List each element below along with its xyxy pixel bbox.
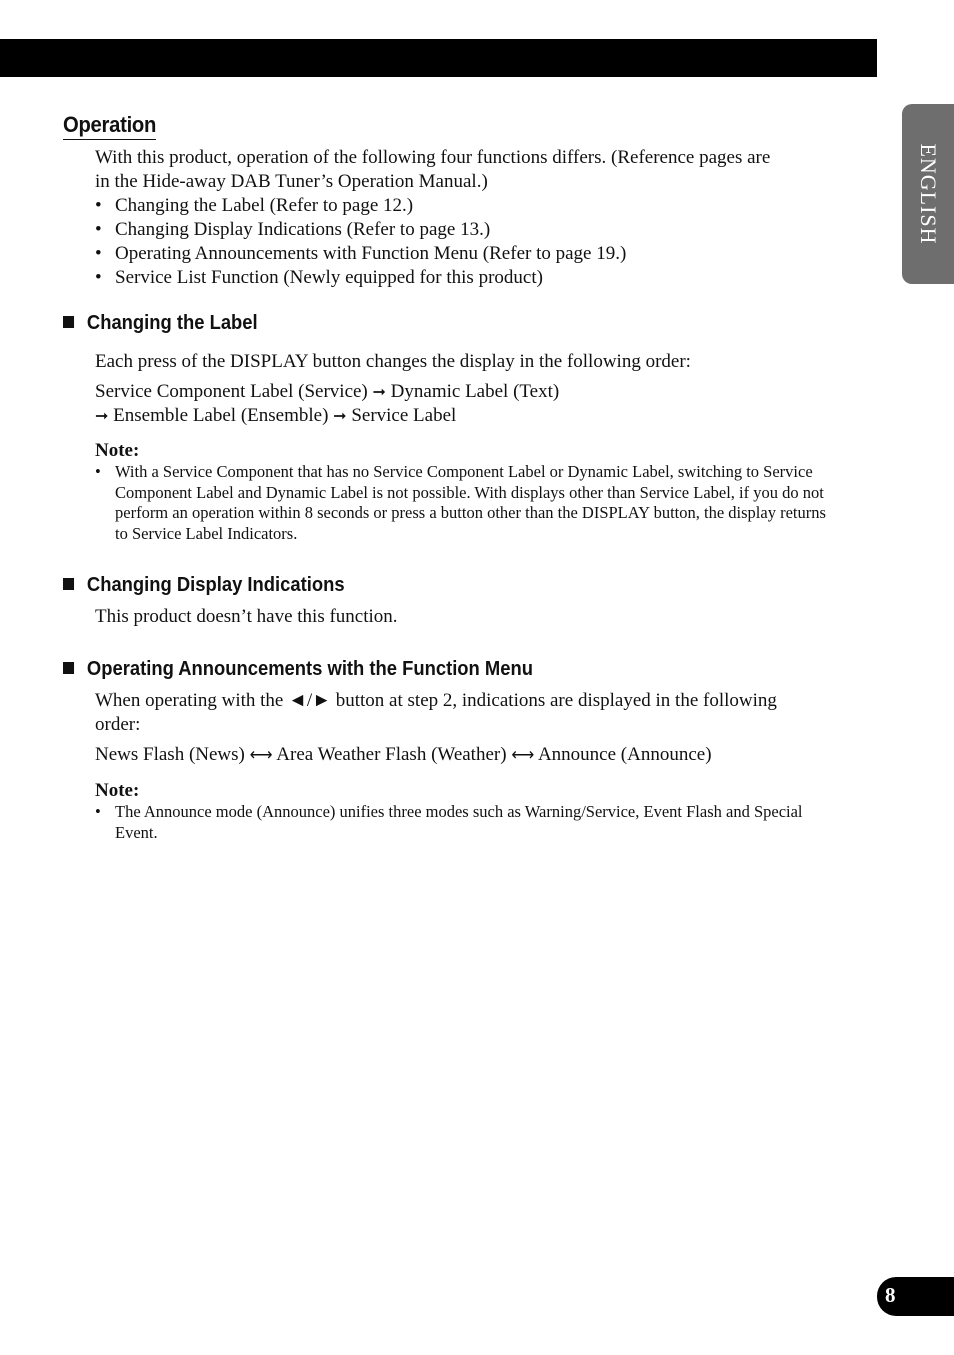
- section-title-text: Changing the Label: [86, 312, 258, 334]
- announcements-text-line-2: order:: [95, 714, 141, 735]
- list-item-text: Changing the Label (Refer to page 12.): [115, 195, 414, 216]
- sequence-item: News Flash (News): [95, 744, 245, 765]
- changing-display-text: This product doesn’t have this function.: [95, 606, 398, 627]
- bullet-icon: •: [95, 802, 101, 821]
- section-title-changing-display: [63, 573, 345, 597]
- list-item: [95, 194, 413, 218]
- operation-intro-line-1: With this product, operation of the following four functions differs. (Reference pages are: [95, 147, 771, 168]
- square-bullet-icon: [63, 662, 74, 674]
- list-item-text: Service List Function (Newly equipped for this product): [115, 267, 543, 288]
- arrow-right-icon: ➞: [372, 384, 386, 401]
- section-title-operation: Operation: [63, 112, 156, 140]
- bullet-icon: •: [95, 267, 102, 288]
- square-bullet-icon: [63, 578, 74, 590]
- list-item-text: Changing Display Indications (Refer to page 13.): [115, 219, 491, 240]
- text-span: button at step 2, indications are displayed in the following: [335, 690, 777, 711]
- page-number: 8: [885, 1283, 896, 1307]
- language-tab-label: ENGLISH: [916, 143, 941, 245]
- announcement-sequence: [95, 743, 712, 768]
- square-bullet-icon: [63, 316, 74, 328]
- page-number-tab: [877, 1277, 954, 1316]
- sequence-item: Announce (Announce): [537, 744, 712, 765]
- label-sequence-line-1: [95, 380, 559, 405]
- sequence-item: Service Component Label (Service): [95, 381, 368, 402]
- note-item: [95, 462, 830, 544]
- header-bar: [0, 39, 877, 77]
- double-arrow-icon: ⟷: [249, 747, 273, 764]
- section-title-text: Changing Display Indications: [86, 574, 345, 596]
- bullet-icon: •: [95, 243, 102, 264]
- bullet-icon: •: [95, 462, 101, 481]
- bullet-icon: •: [95, 219, 102, 240]
- sequence-item: Ensemble Label (Ensemble): [113, 405, 329, 426]
- announcements-text-line-1: [95, 689, 777, 713]
- arrow-right-icon: ➞: [333, 408, 347, 425]
- list-item: [95, 266, 543, 290]
- arrow-right-icon: ➞: [95, 408, 109, 425]
- note-item: [95, 802, 830, 843]
- language-tab: [902, 104, 954, 284]
- note-label: Note:: [95, 780, 140, 801]
- changing-label-text: Each press of the DISPLAY button changes the display in the following order:: [95, 351, 691, 372]
- operation-intro-line-2: in the Hide-away DAB Tuner’s Operation Manual.): [95, 171, 488, 192]
- list-item-text: Operating Announcements with Function Menu (Refer to page 19.): [115, 243, 627, 264]
- list-item: [95, 218, 490, 242]
- section-title-changing-label: [63, 311, 258, 335]
- note-text: With a Service Component that has no Service Component Label or Dynamic Label, switching to Service Component Label and Dynamic Label is not possible. With displays other than Service Label, if you do not perform an operation within 8 seconds or press a button other than the DISPLAY button, the display returns to Service Label Indicators.: [115, 462, 826, 543]
- list-item: [95, 242, 626, 266]
- section-title-announcements: [63, 657, 533, 681]
- note-label: Note:: [95, 440, 140, 461]
- sequence-item: Area Weather Flash (Weather): [276, 744, 507, 765]
- sequence-item: Service Label: [351, 405, 457, 426]
- note-text: The Announce mode (Announce) unifies three modes such as Warning/Service, Event Flash and Special Event.: [115, 802, 803, 842]
- section-title-text: Operating Announcements with the Function Menu: [86, 658, 533, 680]
- sequence-item: Dynamic Label (Text): [390, 381, 560, 402]
- bullet-icon: •: [95, 195, 102, 216]
- label-sequence-line-2: [95, 404, 456, 429]
- double-arrow-icon: ⟷: [511, 747, 535, 764]
- left-right-button-icon: ◄/►: [288, 690, 331, 711]
- text-span: When operating with the: [95, 690, 284, 711]
